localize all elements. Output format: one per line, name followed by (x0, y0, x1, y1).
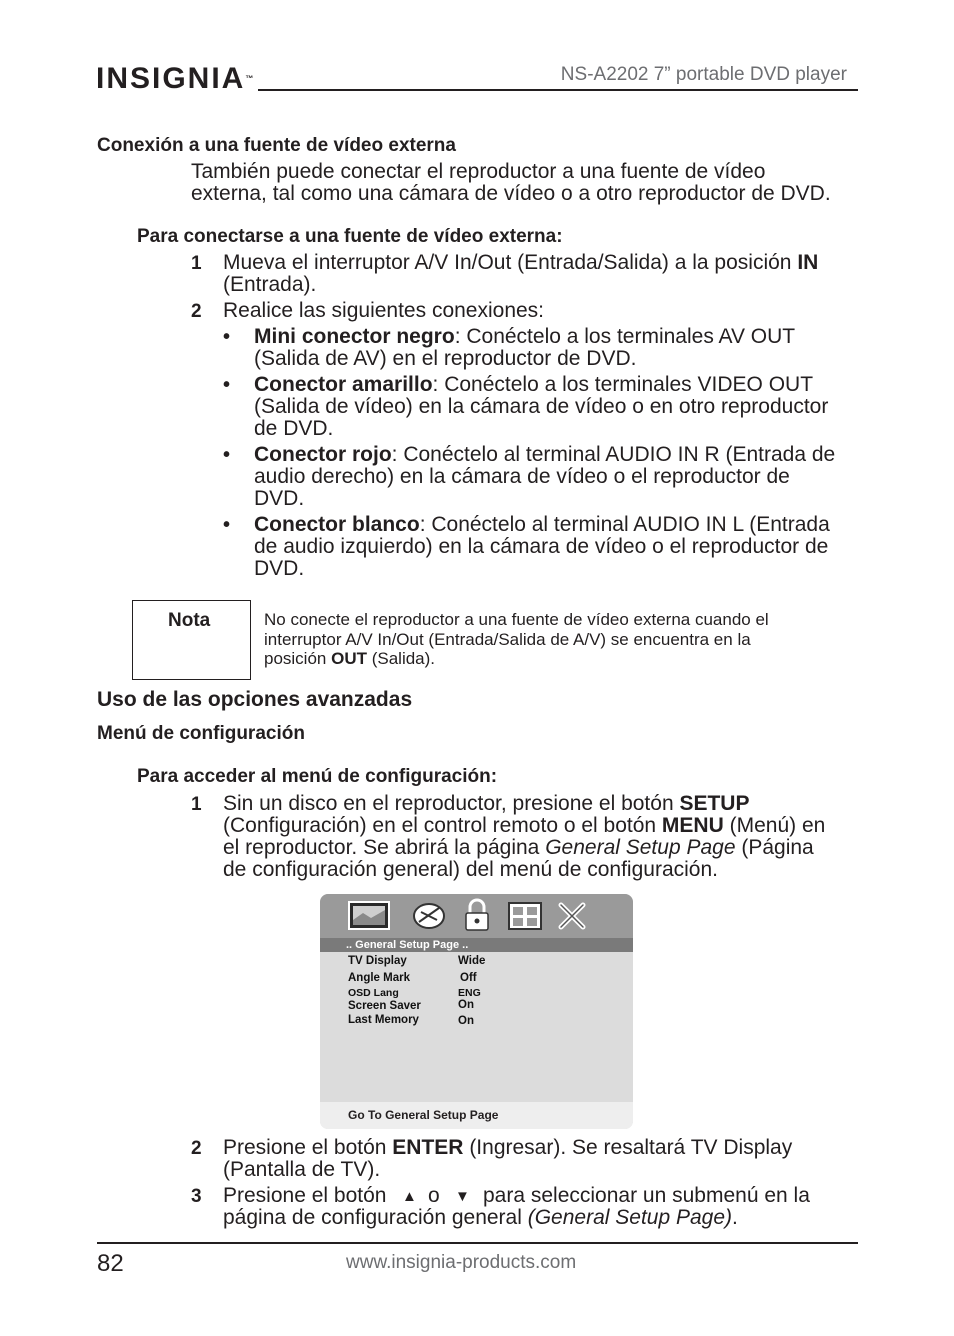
step-bold-setup: SETUP (679, 792, 750, 815)
setup-menu-screenshot (320, 894, 633, 1129)
product-title: NS-A2202 7” portable DVD player (560, 64, 847, 85)
menu-title-bar (320, 938, 633, 952)
bullet-text-cont: (Salida de AV) en el reproductor de DVD. (254, 347, 637, 370)
menu-footer (320, 1102, 633, 1129)
menu-row-label: Angle Mark (348, 972, 410, 984)
bullet-text-cont: de DVD. (254, 417, 334, 440)
step-italic: (General Setup Page) (527, 1206, 733, 1229)
insignia-logo (96, 62, 253, 96)
bullet-text-part: : Conéctelo a los terminales VIDEO OUT (432, 373, 814, 396)
preferences-icon (507, 901, 543, 931)
intro-line-2: externa, tal como una cámara de vídeo o a otro reproductor de DVD. (191, 182, 831, 205)
bullet-bold: Mini conector negro (254, 325, 455, 348)
step-text-part: (Ingresar). Se resaltará TV Display (463, 1136, 793, 1159)
procedure-heading-access: Para acceder al menú de configuración: (137, 766, 498, 787)
menu-row-label: Screen Saver (348, 1000, 421, 1012)
step-text-cont (223, 815, 825, 837)
note-line: interruptor A/V In/Out (Entrada/Salida de A/V) se encuentra en la (264, 629, 751, 649)
down-arrow-icon: ▼ (455, 1188, 470, 1205)
menu-footer-text: Go To General Setup Page (348, 1108, 499, 1122)
step-text-part: (Página (735, 836, 814, 859)
step-text-part: . (732, 1206, 738, 1229)
menu-row-value: Off (460, 972, 477, 984)
step-text-part: (Configuración) en el control remoto o el botón (223, 814, 662, 837)
footer-url[interactable]: www.insignia-products.com (346, 1252, 577, 1273)
logo-trademark: ™ (245, 74, 254, 83)
step-number: 1 (191, 253, 202, 274)
step-text: Presione el botón (223, 1184, 387, 1207)
tv-screen-icon (347, 900, 391, 932)
bullet-text-cont: DVD. (254, 557, 305, 580)
step-text (223, 1137, 792, 1159)
section-heading-external-video: Conexión a una fuente de vídeo externa (97, 135, 456, 156)
procedure-heading-connect: Para conectarse a una fuente de vídeo externa: (137, 226, 563, 247)
lock-icon (463, 898, 491, 932)
step-bold-enter: ENTER (392, 1136, 464, 1159)
step-text-cont: de configuración general) del menú de configuración. (223, 858, 718, 881)
bullet-text-part: : Conéctelo a los terminales AV OUT (454, 325, 796, 348)
bullet-text (254, 374, 813, 396)
note-line: No conecte el reproductor a una fuente de vídeo externa cuando el (264, 610, 769, 629)
note-bold-out: OUT (331, 649, 367, 668)
bullet-text-cont: audio derecho) en la cámara de vídeo o el reproductor de (254, 465, 790, 488)
step-text-part: página de configuración general (223, 1206, 528, 1229)
bullet-text-cont: (Salida de vídeo) en la cámara de vídeo o en otro reproductor (254, 395, 829, 418)
step-number: 2 (191, 301, 202, 322)
bullet-text-cont: DVD. (254, 487, 305, 510)
step-text-part: Presione el botón (223, 1136, 393, 1159)
step-number: 2 (191, 1138, 202, 1159)
page-number: 82 (97, 1250, 124, 1277)
step-bold-in: IN (797, 251, 819, 274)
bullet-text-part: : Conéctelo al terminal AUDIO IN L (Entrada (419, 513, 830, 536)
step-number: 3 (191, 1186, 202, 1207)
step-text (223, 793, 749, 815)
bullet-text (254, 326, 795, 348)
step-text-part: o (428, 1184, 440, 1207)
step-text-cont: (Pantalla de TV). (223, 1158, 381, 1181)
section-heading-advanced: Uso de las opciones avanzadas (97, 688, 413, 711)
note-line (264, 649, 854, 669)
step-text: Realice las siguientes conexiones: (223, 299, 545, 322)
footer-divider (97, 1242, 858, 1244)
bullet-bold: Conector amarillo (254, 373, 433, 396)
bullet-marker: • (223, 326, 231, 348)
bullet-marker: • (223, 514, 231, 536)
bullet-marker: • (223, 374, 231, 396)
step-text-part: para seleccionar un submenú en la (483, 1184, 810, 1207)
menu-icon-bar (320, 894, 633, 938)
step-text (223, 252, 818, 274)
bullet-text (254, 514, 830, 536)
step-text-cont (223, 837, 814, 859)
menu-row-label: OSD Lang (348, 987, 399, 999)
bullet-text (254, 444, 835, 466)
step-italic: General Setup Page (545, 836, 736, 859)
bullet-marker: • (223, 444, 231, 466)
bullet-bold: Conector rojo (254, 443, 392, 466)
up-arrow-icon: ▲ (402, 1188, 417, 1205)
menu-row-value: ENG (458, 987, 481, 999)
step-text-cont (223, 1207, 738, 1229)
step-text-part: Mueva el interruptor A/V In/Out (Entrada/Salida) a la posición (223, 251, 798, 274)
logo-text: INSIGNIA (96, 62, 246, 95)
step-text-cont: (Entrada). (223, 273, 317, 296)
menu-row-label: Last Memory (348, 1014, 419, 1026)
step-text-part: Sin un disco en el reproductor, presione el botón (223, 792, 680, 815)
note-label: Nota (168, 610, 211, 631)
menu-row-value: On (458, 999, 474, 1011)
exit-x-icon (557, 901, 587, 931)
step-bold-menu: MENU (661, 814, 724, 837)
bullet-text-part: : Conéctelo al terminal AUDIO IN R (Entrada de (391, 443, 836, 466)
header-divider (258, 89, 858, 91)
menu-row-value: Wide (458, 955, 486, 967)
note-text (264, 610, 854, 669)
menu-title: .. General Setup Page .. (346, 939, 469, 951)
speaker-icon (411, 900, 447, 932)
step-text-part: el reproductor. Se abrirá la página (223, 836, 546, 859)
subheading-setup-menu: Menú de configuración (97, 723, 305, 744)
menu-row-label: TV Display (348, 955, 407, 967)
intro-line-1: También puede conectar el reproductor a una fuente de vídeo (191, 160, 766, 183)
bullet-text-cont: de audio izquierdo) en la cámara de vídeo o el reproductor de (254, 535, 829, 558)
menu-row-value: On (458, 1015, 474, 1027)
bullet-bold: Conector blanco (254, 513, 420, 536)
step-number: 1 (191, 794, 202, 815)
note-text-part: posición (264, 649, 332, 668)
step-text-part: (Menú) en (723, 814, 826, 837)
note-text-part: (Salida). (367, 649, 436, 668)
